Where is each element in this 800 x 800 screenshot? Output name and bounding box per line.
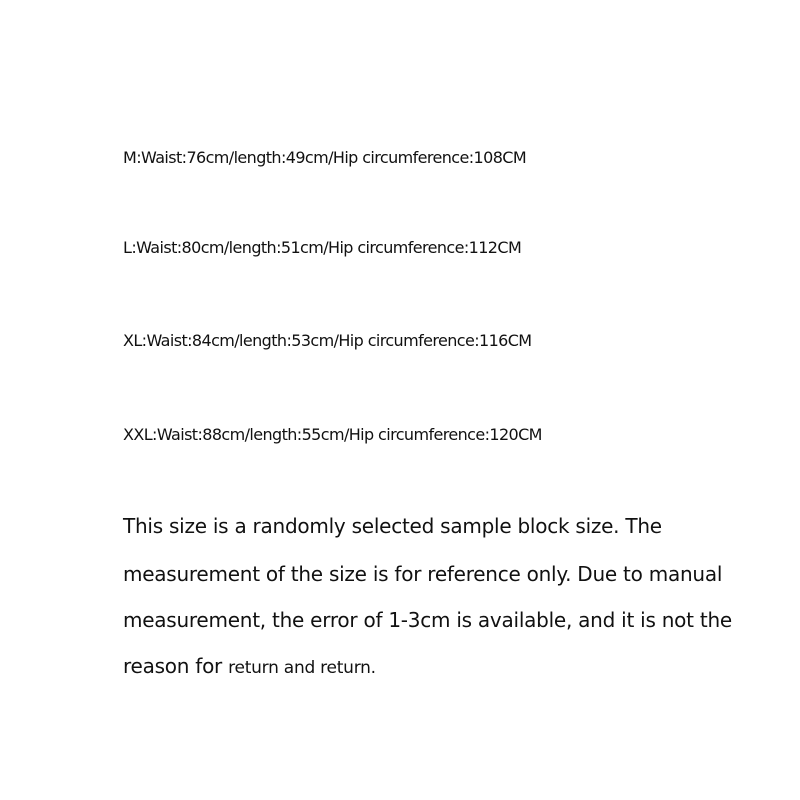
size-xl-line: XL:Waist:84cm/length:53cm/Hip circumference:116CM — [123, 331, 532, 350]
size-l-line: L:Waist:80cm/length:51cm/Hip circumference:112CM — [123, 238, 522, 257]
note-line-1: This size is a randomly selected sample block size. The — [123, 514, 662, 538]
note-line-3: measurement, the error of 1-3cm is available, and it is not the — [123, 608, 732, 632]
size-xxl-line: XXL:Waist:88cm/length:55cm/Hip circumference:120CM — [123, 425, 542, 444]
size-m-line: M:Waist:76cm/length:49cm/Hip circumference:108CM — [123, 148, 527, 167]
note-line-4 — [123, 653, 376, 681]
note-line-4-start: reason for — [123, 654, 223, 678]
note-line-2: measurement of the size is for reference only. Due to manual — [123, 562, 723, 586]
note-line-4-tail: return and return. — [228, 658, 376, 678]
